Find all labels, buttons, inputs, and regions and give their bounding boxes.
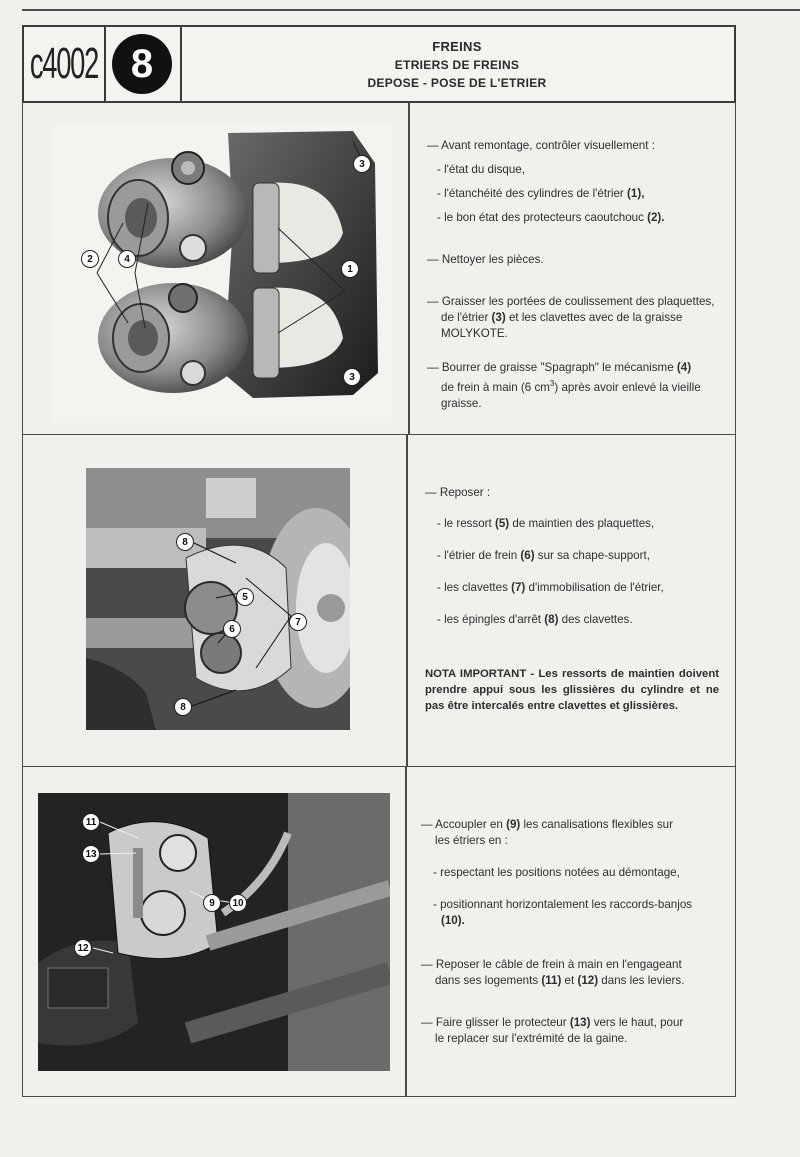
callout-6: 6 [223, 620, 241, 638]
page-operation: DEPOSE - POSE DE L'ETRIER [367, 76, 547, 90]
refit-keys: - les clavettes (7) d'immobilisation de l'étrier, [437, 581, 664, 594]
instruction-cylinders: - l'étanchéité des cylindres de l'étrier (1), [437, 187, 645, 200]
coupling-pipes: — Accoupler en (9) les canalisations flexibles sur les étriers en : [421, 818, 673, 847]
section-refit [22, 435, 736, 767]
document-code-box [24, 27, 106, 101]
instruction-disc: - l'état du disque, [437, 163, 525, 176]
callout-13: 13 [82, 845, 100, 863]
refit-photo [86, 468, 350, 730]
refit-caliper: - l'étrier de frein (6) sur sa chape-support, [437, 549, 650, 562]
inspection-instructions [427, 138, 719, 412]
document-code: c4002 [29, 39, 99, 88]
coupling-cable: — Reposer le câble de frein à main en l'engageant dans ses logements (11) et (12) dans les leviers. [421, 958, 685, 987]
page-title: FREINS [432, 39, 482, 54]
page-subtitle: ETRIERS DE FREINS [394, 58, 520, 72]
callout-2: 2 [81, 250, 99, 268]
refit-spring: - le ressort (5) de maintien des plaquettes, [437, 517, 655, 530]
refit-illustration [86, 468, 350, 730]
coupling-protector: — Faire glisser le protecteur (13) vers le haut, pour le replacer sur l'extrémité de la gaine. [421, 1016, 684, 1045]
top-rule [22, 9, 800, 11]
coupling-photo [38, 793, 390, 1071]
callout-11: 11 [82, 813, 100, 831]
coupling-banjos: - positionnant horizontalement les raccords-banjos (10). [433, 898, 693, 927]
caliper-photo [53, 123, 393, 423]
column-divider [405, 767, 407, 1096]
coupling-illustration [38, 793, 390, 1071]
callout-3-bottom: 3 [343, 368, 361, 386]
instruction-spagraph: — Bourrer de graisse "Spagraph" le mécanisme (4) de frein à main (6 $cm^3$) après avoir enlevé la vieille graisse. [427, 361, 701, 410]
nota-important: NOTA IMPORTANT - Les ressorts de maintien doivent prendre appui sous les glissières du cylindre et ne pas être intercalés entre clavettes et glissières. [425, 668, 719, 712]
callout-5: 5 [236, 588, 254, 606]
column-divider [406, 435, 408, 766]
section-number-badge: 8 [112, 34, 172, 94]
section-coupling [22, 767, 736, 1097]
callout-12: 12 [74, 939, 92, 957]
instruction-clean: — Nettoyer les pièces. [427, 253, 544, 266]
callout-9: 9 [203, 894, 221, 912]
refit-pins: - les épingles d'arrêt (8) des clavettes. [437, 613, 633, 626]
callout-10: 10 [229, 894, 247, 912]
instruction-protectors: - le bon état des protecteurs caoutchouc (2). [437, 211, 665, 224]
instruction-intro: — Avant remontage, contrôler visuellement : [427, 139, 655, 152]
callout-3-top: 3 [353, 155, 371, 173]
callout-8-bottom: 8 [174, 698, 192, 716]
refit-instructions [425, 485, 719, 714]
title-block [180, 27, 734, 101]
section-number-box [104, 27, 182, 101]
instruction-grease: — Graisser les portées de coulissement des plaquettes, de l'étrier (3) et les clavettes avec de la graisse MOLYKOTE. [427, 295, 715, 340]
coupling-instructions [421, 817, 717, 1047]
column-divider [408, 103, 410, 434]
refit-intro: — Reposer : [425, 486, 491, 499]
callout-1: 1 [341, 260, 359, 278]
section-inspection [22, 103, 736, 435]
page-header [22, 25, 736, 103]
coupling-positions: - respectant les positions notées au démontage, [433, 866, 680, 879]
callout-8-top: 8 [176, 533, 194, 551]
callout-7: 7 [289, 613, 307, 631]
callout-4: 4 [118, 250, 136, 268]
